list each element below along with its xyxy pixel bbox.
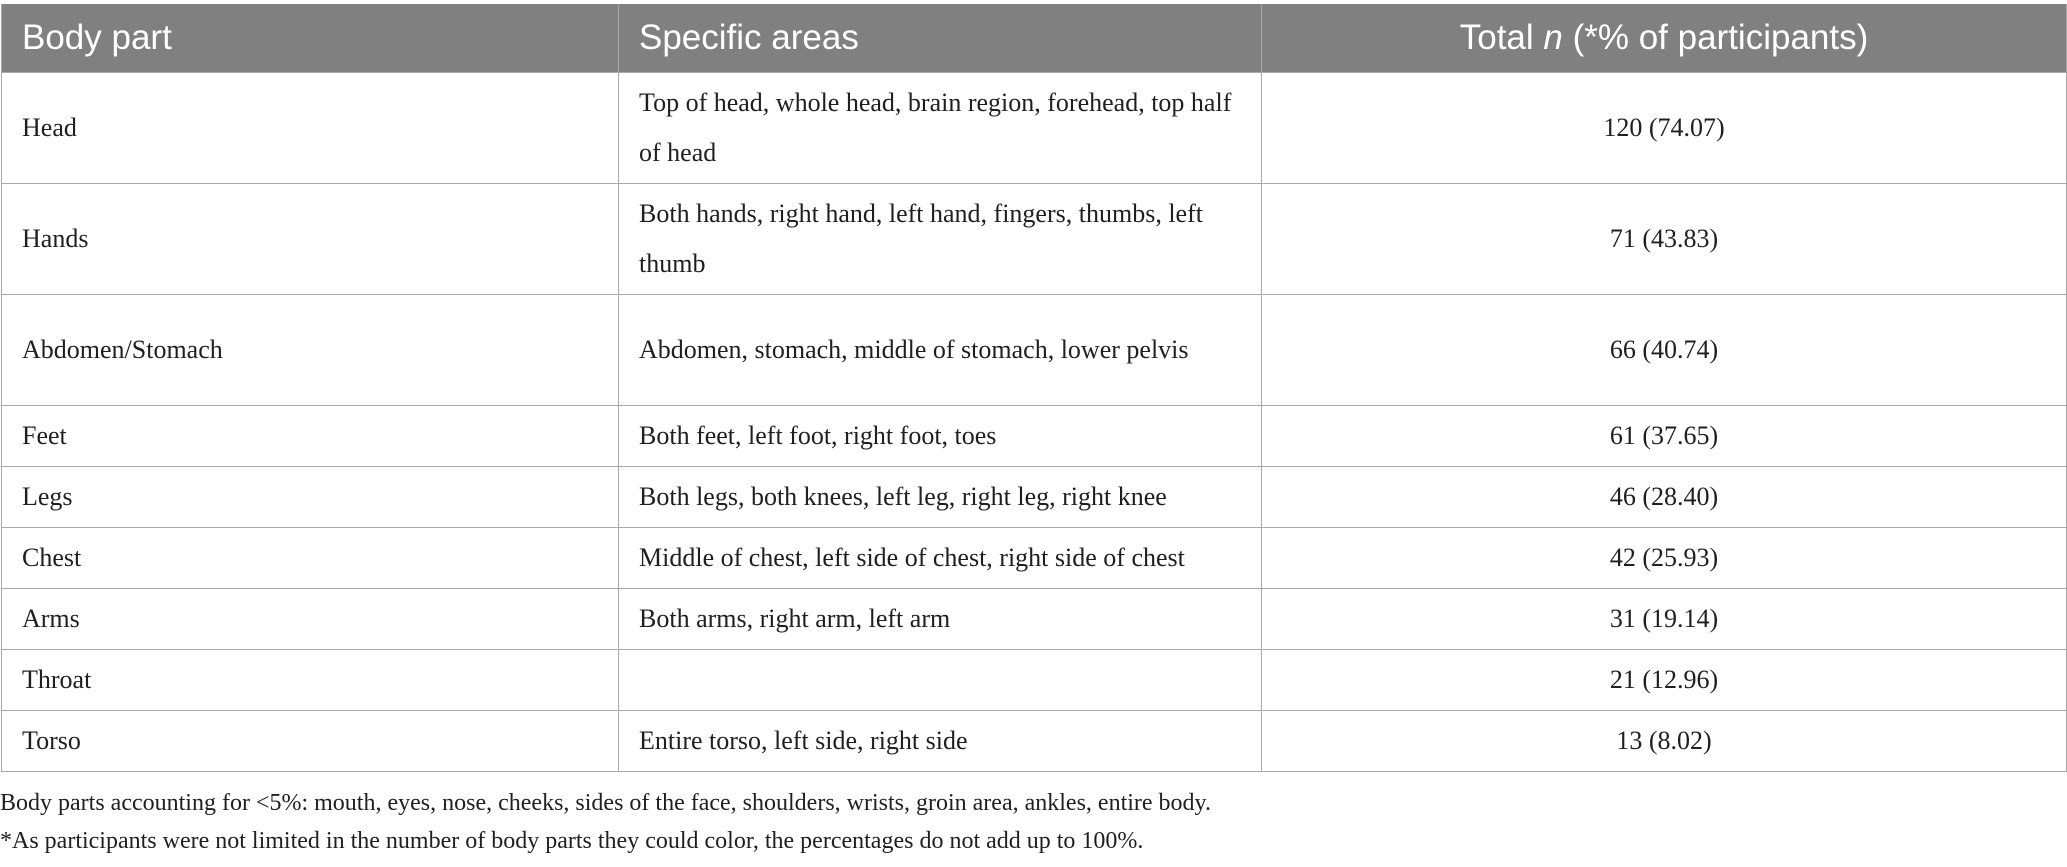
body-parts-table-container — [0, 4, 2067, 772]
footnote-threshold: Body parts accounting for <5%: mouth, eyes, nose, cheeks, sides of the face, shoulders, wrists, groin area, ankles, entire body. — [0, 790, 1211, 816]
header-total-n: n — [1543, 18, 1563, 57]
cell-total: 13 (8.02) — [1262, 711, 2067, 772]
table-header — [2, 4, 2067, 73]
cell-body-part: Hands — [2, 184, 619, 295]
table-row — [2, 528, 2067, 589]
cell-body-part: Abdomen/Stomach — [2, 295, 619, 406]
cell-body-part: Chest — [2, 528, 619, 589]
cell-specific-areas: Both hands, right hand, left hand, fingers, thumbs, left thumb — [619, 184, 1262, 295]
cell-total: 42 (25.93) — [1262, 528, 2067, 589]
cell-specific-areas: Top of head, whole head, brain region, forehead, top half of head — [619, 73, 1262, 184]
cell-specific-areas: Both legs, both knees, left leg, right leg, right knee — [619, 467, 1262, 528]
cell-body-part: Throat — [2, 650, 619, 711]
cell-total: 46 (28.40) — [1262, 467, 2067, 528]
table-body — [2, 73, 2067, 772]
cell-total: 21 (12.96) — [1262, 650, 2067, 711]
header-specific-areas: Specific areas — [619, 4, 1262, 73]
cell-body-part: Legs — [2, 467, 619, 528]
cell-total: 71 (43.83) — [1262, 184, 2067, 295]
header-total — [1262, 4, 2067, 73]
cell-specific-areas: Middle of chest, left side of chest, right side of chest — [619, 528, 1262, 589]
table-footnotes — [0, 784, 1211, 860]
table-row — [2, 184, 2067, 295]
table-row — [2, 589, 2067, 650]
cell-body-part: Arms — [2, 589, 619, 650]
cell-specific-areas: Abdomen, stomach, middle of stomach, lower pelvis — [619, 295, 1262, 406]
cell-total: 31 (19.14) — [1262, 589, 2067, 650]
header-total-suffix: (*% of participants) — [1562, 18, 1869, 57]
cell-body-part: Head — [2, 73, 619, 184]
table-row — [2, 711, 2067, 772]
table-row — [2, 467, 2067, 528]
cell-total: 120 (74.07) — [1262, 73, 2067, 184]
header-body-part: Body part — [2, 4, 619, 73]
header-row — [2, 4, 2067, 73]
table-row — [2, 650, 2067, 711]
body-parts-table — [1, 4, 2067, 772]
cell-body-part: Torso — [2, 711, 619, 772]
cell-specific-areas: Both arms, right arm, left arm — [619, 589, 1262, 650]
table-row — [2, 295, 2067, 406]
cell-total: 61 (37.65) — [1262, 406, 2067, 467]
cell-body-part: Feet — [2, 406, 619, 467]
table-row — [2, 406, 2067, 467]
cell-specific-areas — [619, 650, 1262, 711]
footnote-percentages: *As participants were not limited in the number of body parts they could color, the percentages do not add up to 100%. — [0, 828, 1144, 854]
header-total-prefix: Total — [1459, 18, 1544, 57]
cell-specific-areas: Entire torso, left side, right side — [619, 711, 1262, 772]
cell-specific-areas: Both feet, left foot, right foot, toes — [619, 406, 1262, 467]
cell-total: 66 (40.74) — [1262, 295, 2067, 406]
table-row — [2, 73, 2067, 184]
